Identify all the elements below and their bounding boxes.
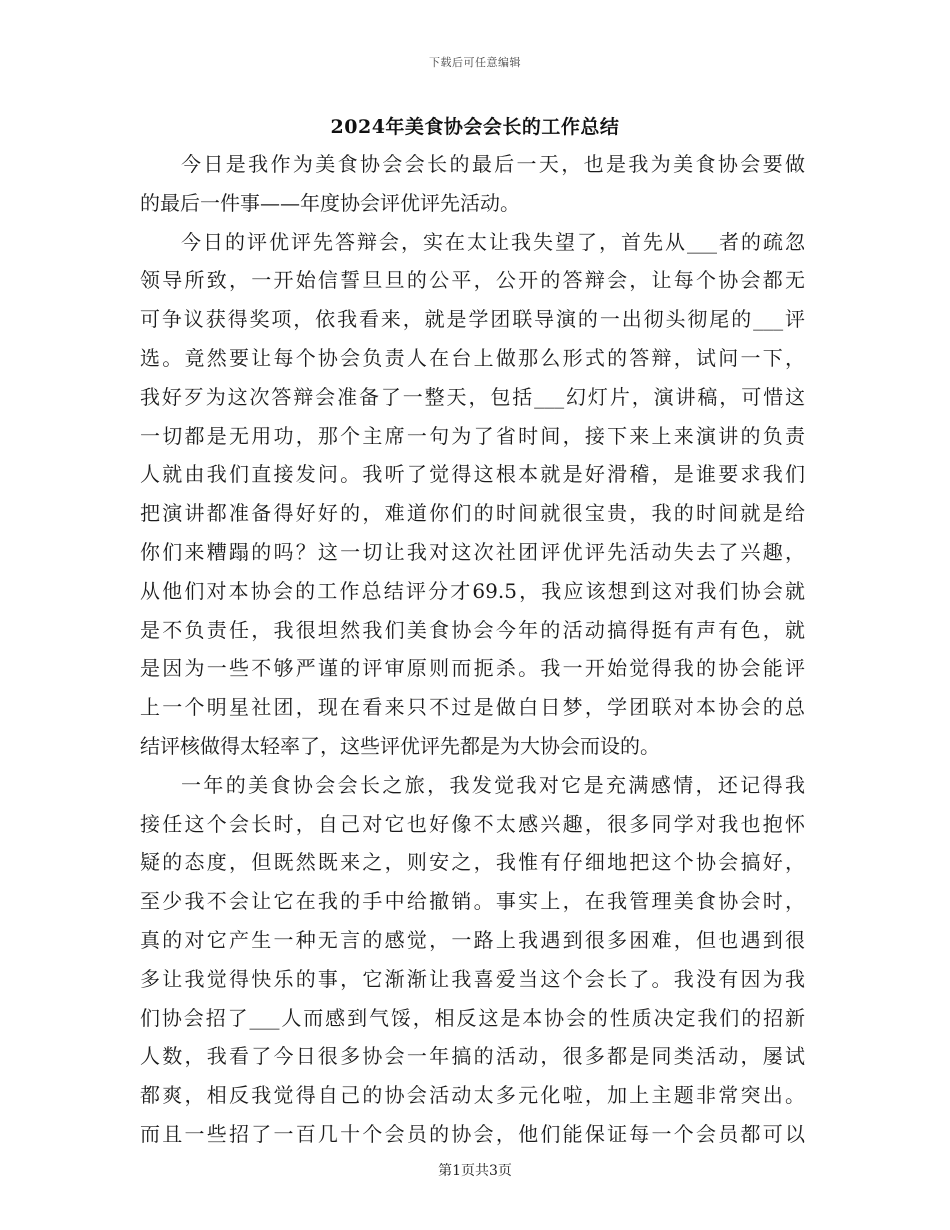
text-line: 的最后一件事——年度协会评优评先活动。 [140,190,520,215]
text-line: 一切都是无用功，那个主席一句为了省时间，接下来上来演讲的负责 [140,423,805,448]
page-number: 第1页共3页 [438,1163,512,1179]
text-line: 至少我不会让它在我的手中给撤销。事实上，在我管理美食协会时， [140,889,805,914]
text-line: 选。竟然要让每个协会负责人在台上做那么形式的答辩，试问一下， [140,345,805,370]
text-line: 人数，我看了今日很多协会一年搞的活动，很多都是同类活动，屡试 [140,1044,805,1069]
paragraph-3 [140,766,805,1154]
header-note: 下载后可任意编辑 [429,56,521,69]
text-line: 都爽，相反我觉得自己的协会活动太多元化啦，加上主题非常突出。 [140,1083,805,1108]
text-line: 真的对它产生一种无言的感觉，一路上我遇到很多困难，但也遇到很 [140,927,805,952]
text-line: 而且一些招了一百几十个会员的协会，他们能保证每一个会员都可以 [140,1121,805,1146]
text-line: 多让我觉得快乐的事，它渐渐让我喜爱当这个会长了。我没有因为我 [140,966,805,991]
text-line: 我好歹为这次答辩会准备了一整天，包括___幻灯片，演讲稿，可惜这 [140,384,805,409]
text-line: 把演讲都准备得好好的，难道你们的时间就很宝贵，我的时间就是给 [140,501,805,526]
text-line: 今日的评优评先答辩会，实在太让我失望了，首先从___者的疏忽 [181,229,805,254]
text-line: 疑的态度，但既然既来之，则安之，我惟有仔细地把这个协会搞好， [140,850,805,875]
text-line: 从他们对本协会的工作总结评分才69.5，我应该想到这对我们协会就 [140,578,805,603]
text-line: 们协会招了___人而感到气馁，相反这是本协会的性质决定我们的招新 [140,1005,805,1030]
paragraph-1 [140,145,805,223]
document-title: 2024年美食协会会长的工作总结 [330,116,620,138]
paragraph-2 [140,223,805,766]
text-line: 可争议获得奖项，依我看来，就是学团联导演的一出彻头彻尾的___评 [140,307,805,332]
text-line: 是因为一些不够严谨的评审原则而扼杀。我一开始觉得我的协会能评 [140,656,805,681]
text-line: 一年的美食协会会长之旅，我发觉我对它是充满感情，还记得我 [181,772,805,797]
text-line: 上一个明星社团，现在看来只不过是做白日梦，学团联对本协会的总 [140,695,805,720]
document-body [140,145,805,1154]
text-line: 领导所致，一开始信誓旦旦的公平，公开的答辩会，让每个协会都无 [140,268,805,293]
text-line: 接任这个会长时，自己对它也好像不太感兴趣，很多同学对我也抱怀 [140,811,805,836]
text-line: 你们来糟蹋的吗？这一切让我对这次社团评优评先活动失去了兴趣， [140,539,805,564]
text-line: 今日是我作为美食协会会长的最后一天，也是我为美食协会要做 [181,152,805,176]
text-line: 是不负责任，我很坦然我们美食协会今年的活动搞得挺有声有色，就 [140,617,805,642]
text-line: 结评核做得太轻率了，这些评优评先都是为大协会而设的。 [140,733,660,758]
text-line: 人就由我们直接发问。我听了觉得这根本就是好滑稽，是谁要求我们 [140,462,805,487]
